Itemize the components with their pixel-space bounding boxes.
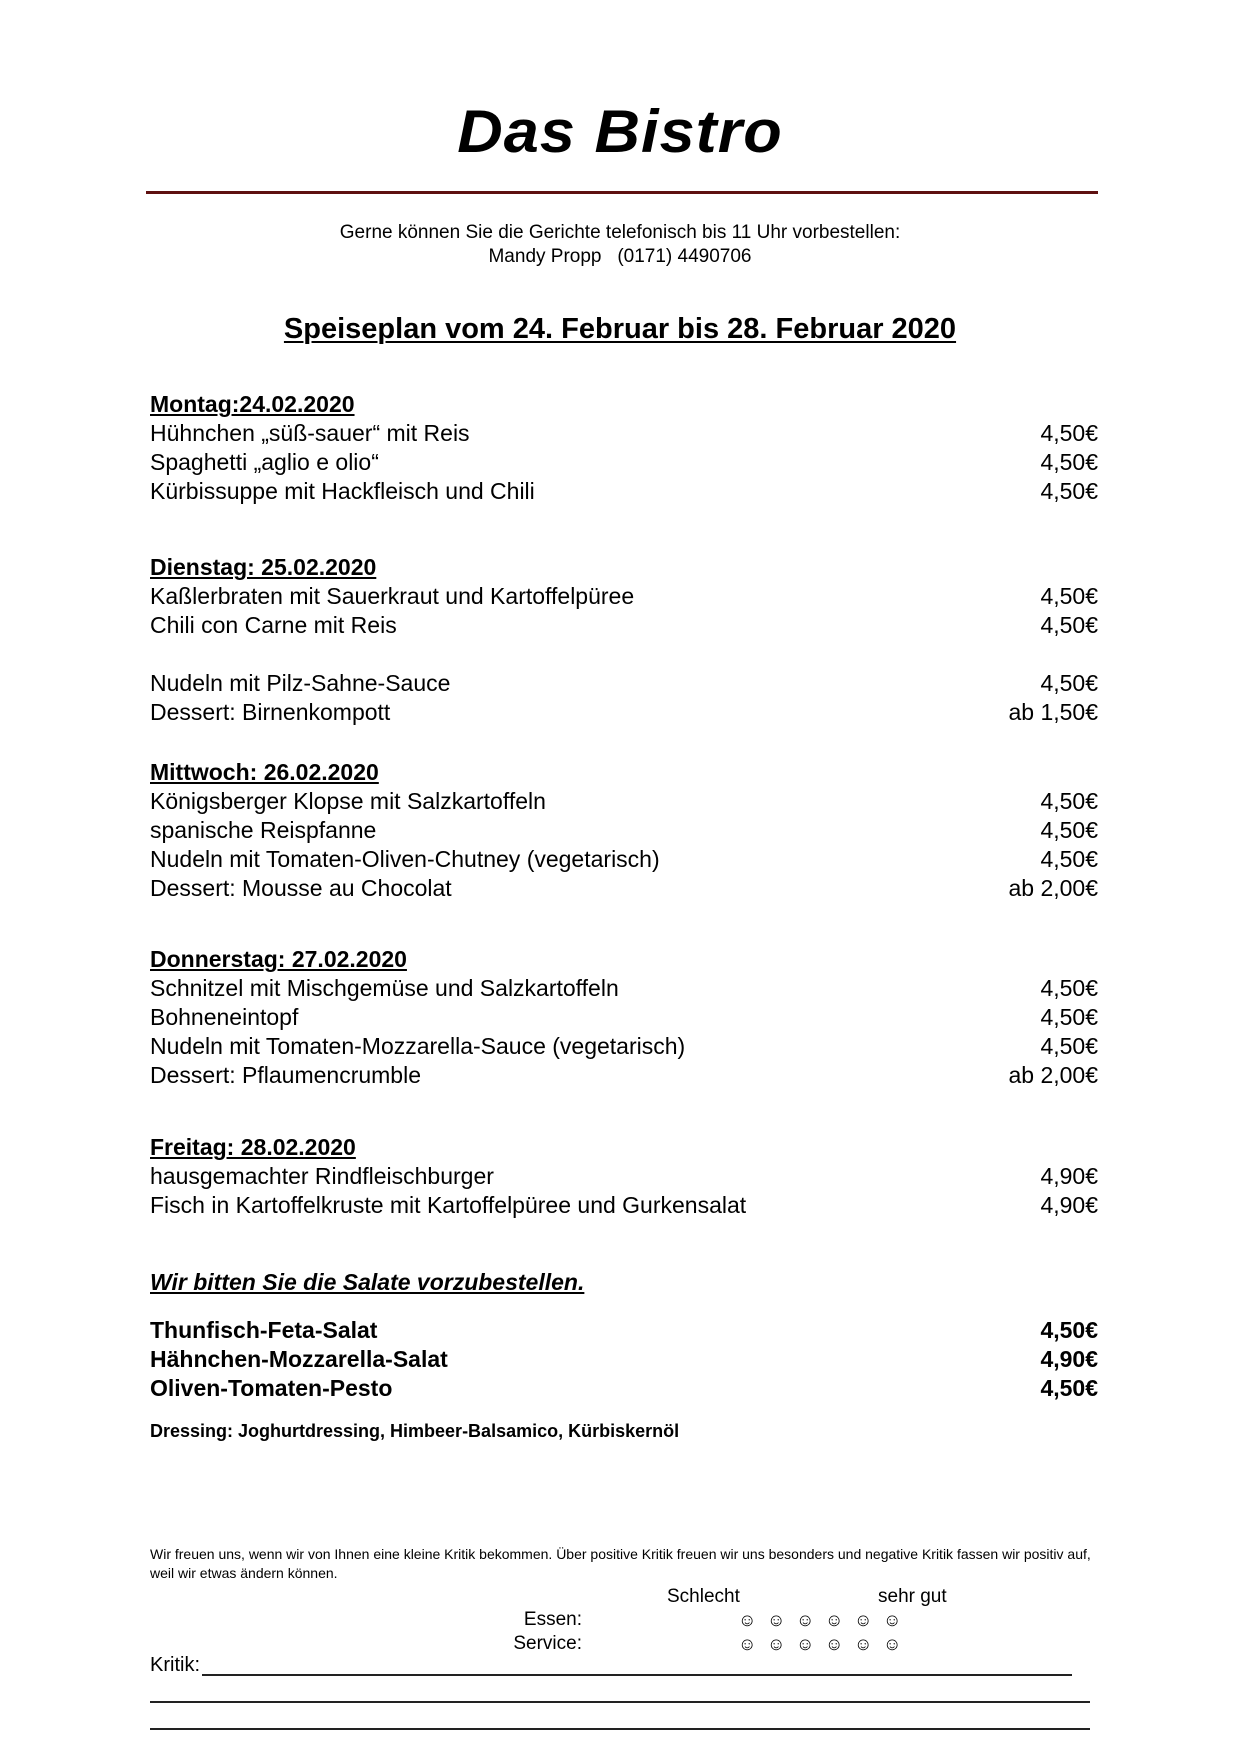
day-heading: Montag:24.02.2020 <box>150 391 355 417</box>
kritik-input-line-2[interactable] <box>150 1701 1090 1703</box>
rating-label-essen: Essen: <box>523 1609 582 1630</box>
smiley-icon[interactable]: ☺ <box>854 1634 873 1654</box>
dish-price: ab 1,50€ <box>1008 699 1098 725</box>
salad-name: Hähnchen-Mozzarella-Salat <box>150 1346 448 1372</box>
dish-name: hausgemachter Rindfleischburger <box>150 1163 494 1189</box>
preorder-info: Gerne können Sie die Gerichte telefonisch bis 11 Uhr vorbestellen: <box>339 222 901 243</box>
smiley-icon[interactable]: ☺ <box>883 1634 902 1654</box>
dish-price: ab 2,00€ <box>1008 875 1098 901</box>
smiley-icon[interactable]: ☺ <box>825 1610 844 1630</box>
day-heading: Mittwoch: 26.02.2020 <box>150 759 379 785</box>
header-divider <box>146 191 1098 194</box>
dressing-info: Dressing: Joghurtdressing, Himbeer-Balsamico, Kürbiskernöl <box>150 1421 680 1441</box>
feedback-intro: Wir freuen uns, wenn wir von Ihnen eine kleine Kritik bekommen. Über positive Kritik freuen wir uns besonders und negative Kritik fassen wir positiv auf, weil wir etwas ändern können. <box>150 1546 1091 1581</box>
smiley-icon[interactable]: ☺ <box>854 1610 873 1630</box>
dish-price: 4,90€ <box>1040 1163 1098 1189</box>
menu-item <box>150 974 1098 1003</box>
dish-name: Kürbissuppe mit Hackfleisch und Chili <box>150 478 535 504</box>
dish-name: Kaßlerbraten mit Sauerkraut und Kartoffelpüree <box>150 583 635 609</box>
dish-name: Spaghetti „aglio e olio“ <box>150 449 379 475</box>
kritik-input-line-1[interactable] <box>202 1674 1072 1676</box>
menu-item <box>150 845 1098 874</box>
smiley-icon[interactable]: ☺ <box>796 1634 815 1654</box>
menu-item <box>150 1032 1098 1061</box>
bistro-title: Das Bistro <box>457 98 783 165</box>
menu-item <box>150 1191 1098 1220</box>
dish-name: Dessert: Mousse au Chocolat <box>150 875 452 901</box>
menu-item <box>150 477 1098 506</box>
dish-price: 4,50€ <box>1040 420 1098 446</box>
dish-name: Schnitzel mit Mischgemüse und Salzkartoffeln <box>150 975 619 1001</box>
dish-name: Nudeln mit Pilz-Sahne-Sauce <box>150 670 451 696</box>
smiley-icon[interactable]: ☺ <box>738 1610 757 1630</box>
dish-name: Königsberger Klopse mit Salzkartoffeln <box>150 788 546 814</box>
dish-name: Dessert: Birnenkompott <box>150 699 391 725</box>
scale-low-label: Schlecht <box>667 1586 740 1607</box>
dish-name: Hühnchen „süß-sauer“ mit Reis <box>150 420 470 446</box>
dish-price: 4,50€ <box>1040 846 1098 872</box>
dish-price: 4,50€ <box>1040 478 1098 504</box>
menu-item <box>150 448 1098 477</box>
salad-price: 4,50€ <box>1040 1375 1098 1401</box>
kritik-label: Kritik: <box>150 1654 200 1676</box>
smiley-icon[interactable]: ☺ <box>883 1610 902 1630</box>
menu-item <box>150 874 1098 903</box>
menu-item <box>150 669 1098 698</box>
dish-price: 4,50€ <box>1040 583 1098 609</box>
rating-scale <box>738 1608 912 1632</box>
dish-price: 4,90€ <box>1040 1192 1098 1218</box>
salad-name: Oliven-Tomaten-Pesto <box>150 1375 393 1401</box>
rating-label-service: Service: <box>513 1633 582 1654</box>
dish-name: Nudeln mit Tomaten-Mozzarella-Sauce (vegetarisch) <box>150 1033 686 1059</box>
dish-name: Dessert: Pflaumencrumble <box>150 1062 421 1088</box>
smiley-icon[interactable]: ☺ <box>767 1610 786 1630</box>
menu-item <box>150 816 1098 845</box>
dish-name: Fisch in Kartoffelkruste mit Kartoffelpüree und Gurkensalat <box>150 1192 747 1218</box>
menu-item <box>150 698 1098 727</box>
smiley-icon[interactable]: ☺ <box>796 1610 815 1630</box>
menu-item <box>150 1162 1098 1191</box>
dish-price: 4,50€ <box>1040 612 1098 638</box>
dish-price: 4,50€ <box>1040 1033 1098 1059</box>
dish-name: Bohneneintopf <box>150 1004 299 1030</box>
menu-plan-title: Speiseplan vom 24. Februar bis 28. Februar 2020 <box>283 313 957 345</box>
salad-price: 4,90€ <box>1040 1346 1098 1372</box>
menu-item <box>150 419 1098 448</box>
kritik-input-line-3[interactable] <box>150 1728 1090 1730</box>
salad-item <box>150 1316 1098 1345</box>
rating-scale <box>738 1632 912 1656</box>
dish-name: Chili con Carne mit Reis <box>150 612 397 638</box>
menu-item <box>150 787 1098 816</box>
day-heading: Dienstag: 25.02.2020 <box>150 554 377 580</box>
salad-preorder-note: Wir bitten Sie die Salate vorzubestellen. <box>150 1269 585 1295</box>
dish-price: 4,50€ <box>1040 817 1098 843</box>
scale-high-label: sehr gut <box>878 1586 947 1607</box>
salad-item <box>150 1374 1098 1403</box>
menu-item <box>150 1061 1098 1090</box>
salad-price: 4,50€ <box>1040 1317 1098 1343</box>
dish-price: 4,50€ <box>1040 670 1098 696</box>
day-heading: Donnerstag: 27.02.2020 <box>150 946 407 972</box>
smiley-icon[interactable]: ☺ <box>738 1634 757 1654</box>
contact-info: Mandy Propp (0171) 4490706 <box>488 246 752 267</box>
dish-price: 4,50€ <box>1040 449 1098 475</box>
dish-name: spanische Reispfanne <box>150 817 377 843</box>
dish-name: Nudeln mit Tomaten-Oliven-Chutney (vegetarisch) <box>150 846 660 872</box>
menu-item <box>150 1003 1098 1032</box>
menu-item <box>150 582 1098 611</box>
menu-item <box>150 611 1098 640</box>
day-heading: Freitag: 28.02.2020 <box>150 1134 356 1160</box>
salad-item <box>150 1345 1098 1374</box>
dish-price: 4,50€ <box>1040 975 1098 1001</box>
dish-price: 4,50€ <box>1040 788 1098 814</box>
salad-name: Thunfisch-Feta-Salat <box>150 1317 378 1343</box>
dish-price: ab 2,00€ <box>1008 1062 1098 1088</box>
smiley-icon[interactable]: ☺ <box>767 1634 786 1654</box>
smiley-icon[interactable]: ☺ <box>825 1634 844 1654</box>
dish-price: 4,50€ <box>1040 1004 1098 1030</box>
